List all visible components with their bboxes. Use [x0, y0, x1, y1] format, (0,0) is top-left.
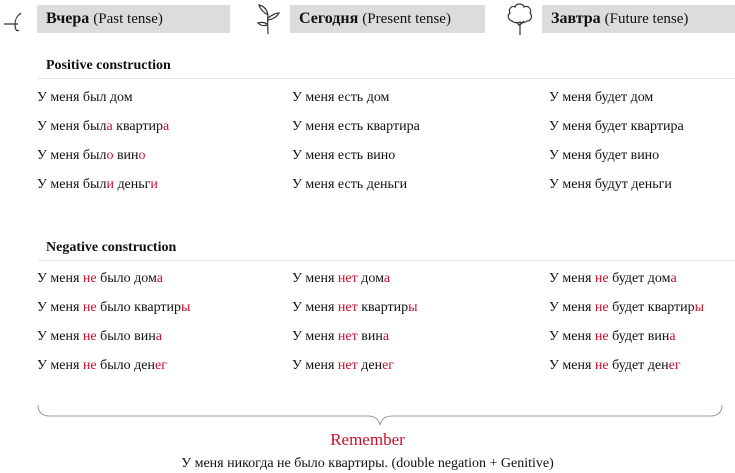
sentence-text: У меня: [292, 271, 338, 286]
sentence-row: [292, 117, 420, 146]
sentence-row: [549, 117, 684, 146]
header-future: [542, 5, 735, 33]
negative-col-future: [549, 269, 704, 385]
sentence-text: У меня был: [37, 119, 107, 134]
sentence-row: [292, 327, 418, 356]
negative-section-title: Negative construction: [46, 240, 177, 255]
highlight-ending: а: [383, 271, 391, 286]
sentence-text: было дом: [96, 271, 157, 286]
sentence-text: квартир: [112, 119, 164, 134]
highlight-ending: ег: [668, 358, 681, 373]
highlight-ending: не: [82, 358, 97, 373]
highlight-ending: ы: [181, 300, 191, 315]
sentence-row: [549, 88, 684, 117]
header-past-en: (Past tense): [93, 10, 163, 27]
sentence-row: [549, 146, 684, 175]
highlight-ending: и: [150, 177, 158, 192]
sentence-text: У меня: [549, 271, 595, 286]
sentence-text: будет квартир: [608, 300, 695, 315]
sentence-row: [549, 356, 704, 385]
positive-divider: [38, 78, 735, 79]
sentence-text: У меня: [37, 300, 83, 315]
header-present: [290, 5, 485, 33]
sentence-text: было ден: [96, 358, 155, 373]
header-past-ru: Вчера: [46, 10, 90, 27]
sentence-row: [292, 269, 418, 298]
sentence-text: вин: [113, 148, 139, 163]
sentence-row: [37, 298, 190, 327]
highlight-ending: не: [594, 329, 609, 344]
highlight-ending: не: [594, 358, 609, 373]
sentence-text: У меня был дом: [37, 90, 133, 105]
sentence-text: У меня: [292, 300, 338, 315]
positive-col-future: [549, 88, 684, 204]
sentence-text: У меня: [292, 329, 338, 344]
sentence-text: У меня есть дом: [292, 90, 390, 105]
sentence-text: деньг: [113, 177, 151, 192]
highlight-ending: а: [670, 271, 677, 286]
highlight-ending: нет: [337, 358, 358, 373]
sentence-text: У меня будет дом: [549, 90, 654, 105]
sentence-row: [37, 88, 169, 117]
sentence-text: У меня был: [37, 148, 107, 163]
sentence-text: У меня есть вино: [292, 148, 396, 163]
sentence-row: [37, 175, 169, 204]
sentence-text: будет ден: [608, 358, 669, 373]
header-present-en: (Present tense): [362, 10, 451, 27]
highlight-ending: а: [155, 329, 162, 344]
highlight-ending: а: [106, 119, 113, 134]
sentence-text: У меня был: [37, 177, 107, 192]
sentence-text: вин: [357, 329, 383, 344]
sentence-row: [37, 117, 169, 146]
sentence-row: [549, 269, 704, 298]
sentence-text: будет дом: [608, 271, 671, 286]
highlight-ending: а: [382, 329, 390, 344]
header-past: [37, 5, 230, 33]
sentence-row: [292, 356, 418, 385]
negative-col-past: [37, 269, 190, 385]
sentence-text: У меня будет квартира: [549, 119, 684, 134]
remember-example: У меня никогда не было квартиры. (double negation + Genitive): [181, 456, 554, 471]
highlight-ending: ы: [694, 300, 705, 315]
sentence-row: [37, 146, 169, 175]
highlight-ending: нет: [337, 300, 358, 315]
tree-icon: [505, 2, 535, 36]
header-present-ru: Сегодня: [299, 10, 359, 27]
header-future-en: (Future tense): [604, 10, 689, 27]
sentence-text: У меня: [37, 358, 83, 373]
sentence-text: квартир: [357, 300, 409, 315]
positive-section-title: Positive construction: [46, 58, 171, 73]
sentence-text: У меня есть деньги: [292, 177, 408, 192]
sentence-text: ден: [357, 358, 383, 373]
highlight-ending: нет: [337, 329, 358, 344]
sentence-text: дом: [357, 271, 384, 286]
sentence-row: [549, 175, 684, 204]
sentence-text: У меня будет вино: [549, 148, 660, 163]
highlight-ending: о: [106, 148, 114, 163]
sentence-text: У меня: [37, 271, 83, 286]
negative-col-present: [292, 269, 418, 385]
sentence-text: было вин: [96, 329, 156, 344]
sentence-row: [37, 269, 190, 298]
positive-col-present: [292, 88, 420, 204]
remember-title: Remember: [330, 430, 405, 449]
sentence-row: [292, 146, 420, 175]
sentence-text: У меня: [292, 358, 338, 373]
sentence-text: будет вин: [608, 329, 670, 344]
negative-divider: [38, 260, 735, 261]
sentence-text: У меня: [549, 329, 595, 344]
highlight-ending: и: [106, 177, 114, 192]
header-future-ru: Завтра: [551, 10, 601, 27]
sentence-row: [37, 327, 190, 356]
highlight-ending: не: [594, 300, 609, 315]
highlight-ending: не: [594, 271, 609, 286]
highlight-ending: а: [156, 271, 163, 286]
sprout-icon: [255, 3, 281, 35]
sentence-row: [37, 356, 190, 385]
sentence-text: было квартир: [96, 300, 182, 315]
highlight-ending: ы: [408, 300, 418, 315]
highlight-ending: а: [163, 119, 170, 134]
highlight-ending: не: [82, 271, 97, 286]
bare-branch-icon: [2, 10, 26, 34]
highlight-ending: нет: [337, 271, 358, 286]
sentence-row: [549, 298, 704, 327]
highlight-ending: о: [138, 148, 146, 163]
sentence-text: У меня: [549, 300, 595, 315]
highlight-ending: не: [82, 329, 97, 344]
highlight-ending: ег: [382, 358, 395, 373]
sentence-row: [292, 88, 420, 117]
sentence-text: У меня будут деньги: [549, 177, 672, 192]
sentence-text: У меня: [37, 329, 83, 344]
highlight-ending: не: [82, 300, 97, 315]
summary-brace: [36, 402, 724, 428]
sentence-row: [292, 175, 420, 204]
highlight-ending: а: [669, 329, 676, 344]
sentence-text: У меня: [549, 358, 595, 373]
highlight-ending: ег: [155, 358, 167, 373]
sentence-row: [549, 327, 704, 356]
sentence-text: У меня есть квартира: [292, 119, 420, 134]
sentence-row: [292, 298, 418, 327]
positive-col-past: [37, 88, 169, 204]
